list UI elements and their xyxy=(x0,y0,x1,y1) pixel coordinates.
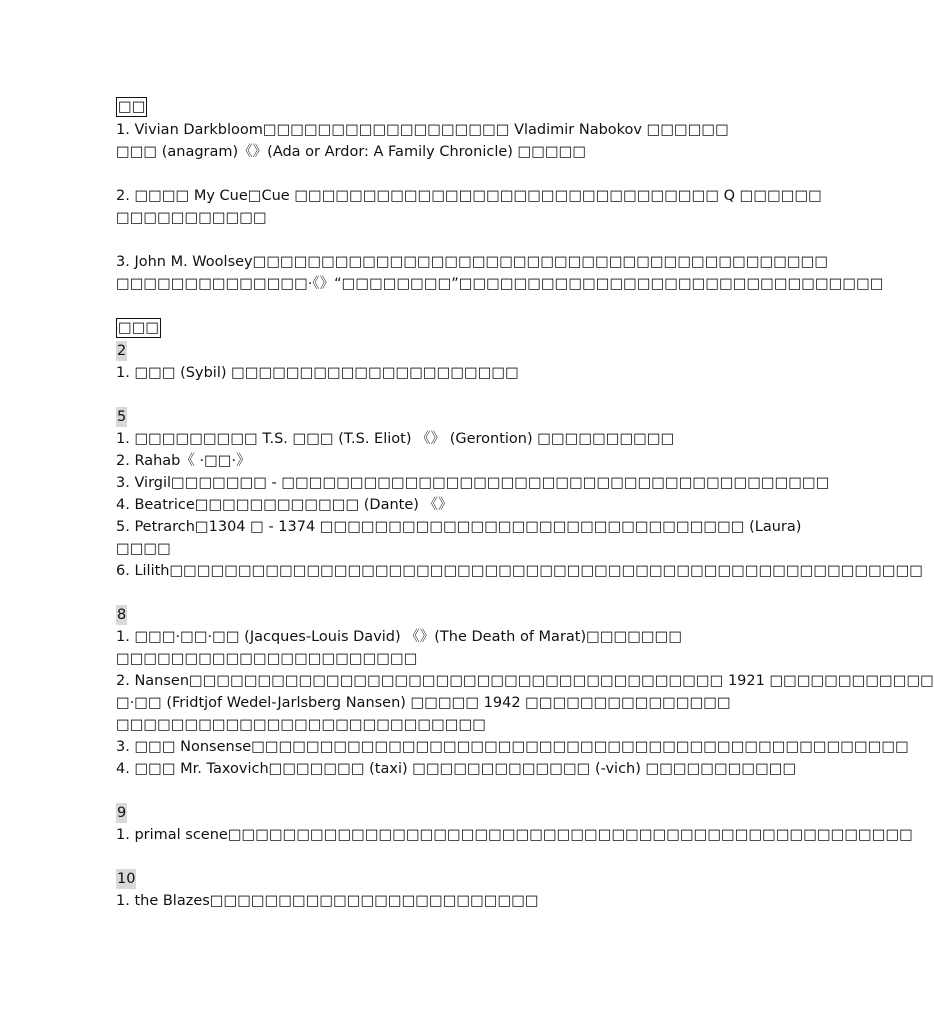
chapter-heading xyxy=(116,868,656,890)
note-line: 3. □□□ Nonsense□□□□□□□□□□□□□□□□□□□□□□□□□□□□□□□□□□□□□□□□□□□□□□□□ xyxy=(116,739,909,755)
paragraph-gap xyxy=(116,163,656,185)
paragraph-gap xyxy=(116,846,656,868)
section-title: □□ xyxy=(118,99,146,115)
note-line: □□□□□□□□□□□□□□·《》“□□□□□□□□”□□□□□□□□□□□□□□□□□□□□□□□□□□□□□□□ xyxy=(116,276,884,292)
note-line: 2. □□□□ My Cue□Cue □□□□□□□□□□□□□□□□□□□□□□□□□□□□□□□ Q □□□□□□ xyxy=(116,188,822,204)
note-line: 1. the Blazes□□□□□□□□□□□□□□□□□□□□□□□□ xyxy=(116,893,539,909)
note-line: □·□□ (Fridtjof Wedel-Jarlsberg Nansen) □□□□□ 1942 □□□□□□□□□□□□□□□ xyxy=(116,695,731,711)
paragraph-gap xyxy=(116,582,656,604)
chapter-number: 10 xyxy=(117,871,136,887)
chapter-heading xyxy=(116,802,656,824)
paragraph-gap xyxy=(116,384,656,406)
note-line: 3. John M. Woolsey□□□□□□□□□□□□□□□□□□□□□□□□□□□□□□□□□□□□□□□□□□ xyxy=(116,254,829,270)
chapter-heading xyxy=(116,604,656,626)
section-heading xyxy=(116,317,656,340)
note-line: 4. □□□ Mr. Taxovich□□□□□□□ (taxi) □□□□□□□□□□□□□ (-vich) □□□□□□□□□□□ xyxy=(116,761,797,777)
note-line: 4. Beatrice□□□□□□□□□□□□ (Dante) 《》 xyxy=(116,497,453,513)
note-line: □□□ (anagram)《》(Ada or Ardor: A Family Chronicle) □□□□□ xyxy=(116,144,587,160)
note-line: □□□□□□□□□□□□□□□□□□□□□□ xyxy=(116,651,418,667)
section-title: □□□ xyxy=(118,320,160,336)
chapter-number: 5 xyxy=(117,409,127,425)
note-line: 2. Rahab《 ·□□·》 xyxy=(116,453,251,469)
paragraph-gap xyxy=(116,229,656,251)
note-line: 1. □□□·□□·□□ (Jacques-Louis David) 《》(The Death of Marat)□□□□□□□ xyxy=(116,629,683,645)
note-line: □□□□ xyxy=(116,541,171,557)
section-heading xyxy=(116,96,656,119)
section-gap xyxy=(116,295,656,317)
paragraph-gap xyxy=(116,780,656,802)
chapter-number: 8 xyxy=(117,607,127,623)
note-line: 1. Vivian Darkbloom□□□□□□□□□□□□□□□□□□ Vladimir Nabokov □□□□□□ xyxy=(116,122,729,138)
note-line: 1. □□□ (Sybil) □□□□□□□□□□□□□□□□□□□□□ xyxy=(116,365,519,381)
chapter-heading xyxy=(116,340,656,362)
chapter-heading xyxy=(116,406,656,428)
note-line: 6. Lilith□□□□□□□□□□□□□□□□□□□□□□□□□□□□□□□□□□□□□□□□□□□□□□□□□□□□□□□ xyxy=(116,563,923,579)
note-line: 5. Petrarch□1304 □ - 1374 □□□□□□□□□□□□□□□□□□□□□□□□□□□□□□□ (Laura) xyxy=(116,519,802,535)
note-line: 2. Nansen□□□□□□□□□□□□□□□□□□□□□□□□□□□□□□□□□□□□□□□ 1921 □□□□□□□□□□□□ xyxy=(116,673,934,689)
chapter-number: 9 xyxy=(117,805,127,821)
note-line: □□□□□□□□□□□ xyxy=(116,210,267,226)
note-line: □□□□□□□□□□□□□□□□□□□□□□□□□□□ xyxy=(116,717,486,733)
note-line: 3. Virgil□□□□□□□ - □□□□□□□□□□□□□□□□□□□□□□□□□□□□□□□□□□□□□□□□ xyxy=(116,475,830,491)
note-line: 1. primal scene□□□□□□□□□□□□□□□□□□□□□□□□□□□□□□□□□□□□□□□□□□□□□□□□□□ xyxy=(116,827,913,843)
document-page xyxy=(116,96,934,912)
chapter-number: 2 xyxy=(117,343,127,359)
note-line: 1. □□□□□□□□□ T.S. □□□ (T.S. Eliot) 《》 (Gerontion) □□□□□□□□□□ xyxy=(116,431,675,447)
